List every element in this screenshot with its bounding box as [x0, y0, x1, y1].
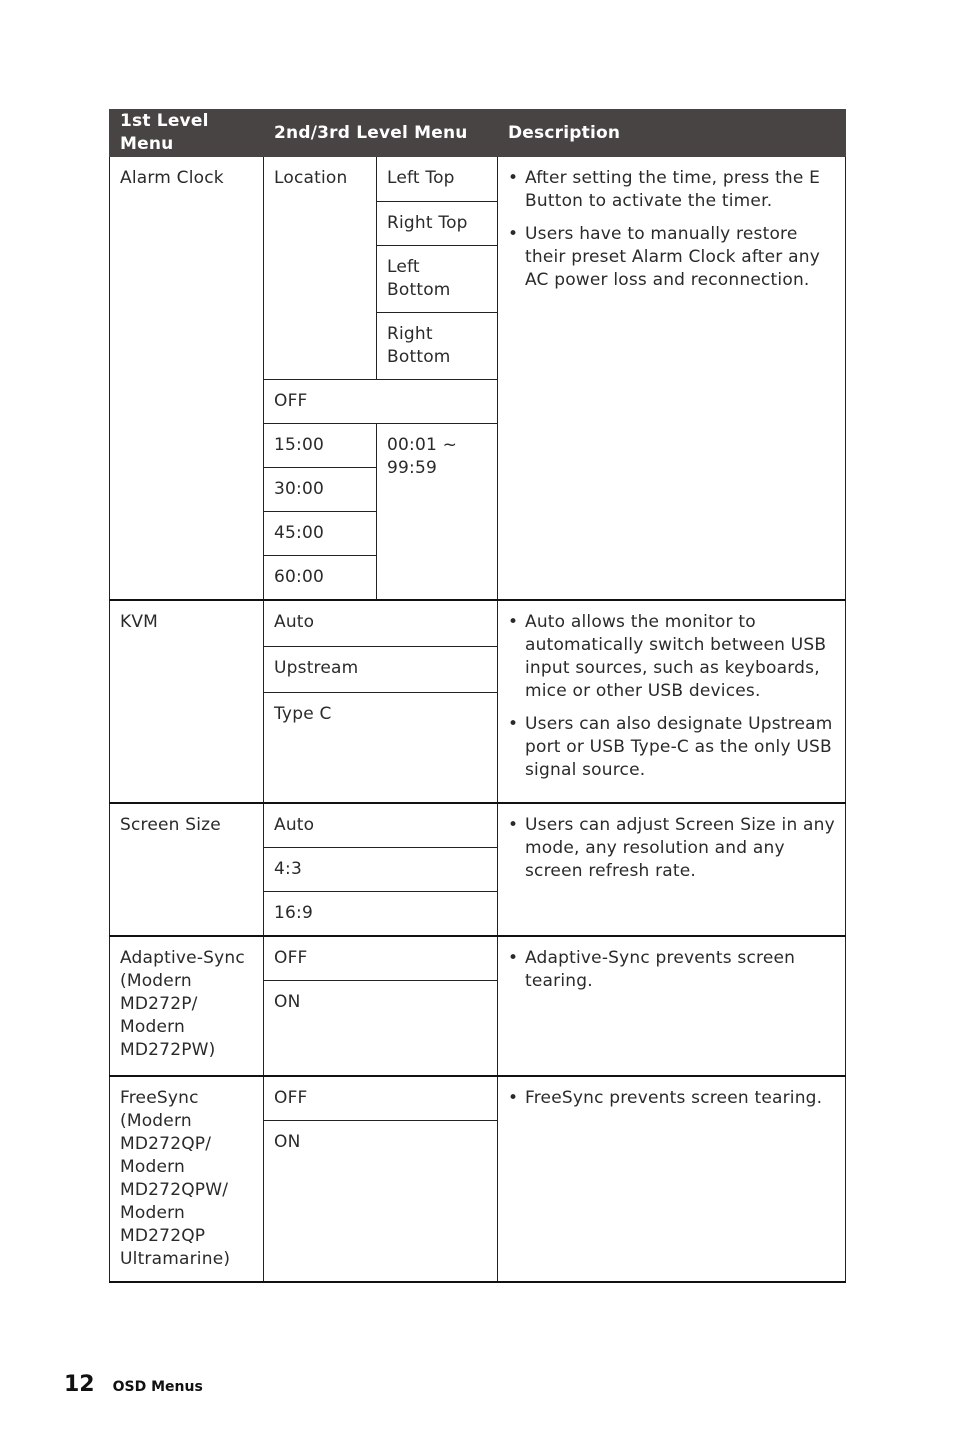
list-item: • Users can adjust Screen Size in any mode, any resolution and any screen refresh rate.: [508, 814, 835, 883]
kvm-option-auto: Auto: [264, 600, 498, 647]
adaptive-sync-option-off: OFF: [264, 936, 498, 981]
freesync-option-on: ON: [264, 1120, 498, 1282]
kvm-option-type-c: Type C: [264, 693, 498, 803]
freesync-description: [498, 1076, 846, 1283]
screen-size-option-4-3: 4:3: [264, 848, 498, 892]
position-right-top: Right Top: [377, 202, 498, 246]
table-row: [110, 803, 846, 848]
header-2nd-3rd-level: 2nd/3rd Level Menu: [264, 110, 498, 157]
position-left-top: Left Top: [377, 157, 498, 202]
alarm-off-option: OFF: [264, 380, 498, 424]
page-number: 12: [64, 1372, 95, 1397]
kvm-option-upstream: Upstream: [264, 647, 498, 693]
adaptive-sync-label: Adaptive-Sync (Modern MD272P/ Modern MD272PW): [110, 936, 264, 1076]
page-footer: [64, 1372, 203, 1397]
table-row: [110, 600, 846, 647]
screen-size-description: [498, 803, 846, 936]
section-title: OSD Menus: [112, 1379, 203, 1395]
kvm-description: [498, 600, 846, 803]
adaptive-sync-description: [498, 936, 846, 1076]
table-row: [110, 936, 846, 981]
osd-menu-table: [109, 109, 846, 1283]
table-row: [110, 157, 846, 202]
location-label: Location: [264, 157, 377, 380]
header-1st-level: 1st Level Menu: [110, 110, 264, 157]
table-row: [110, 1076, 846, 1121]
list-item: • Auto allows the monitor to automatically switch between USB input sources, such as keyboards, mice or other USB devices.: [508, 611, 835, 703]
kvm-label: KVM: [110, 600, 264, 803]
screen-size-option-auto: Auto: [264, 803, 498, 848]
list-item: • FreeSync prevents screen tearing.: [508, 1087, 835, 1110]
time-range: 00:01 ~ 99:59: [377, 424, 498, 601]
position-right-bottom: Right Bottom: [377, 313, 498, 380]
list-item: • After setting the time, press the E Button to activate the timer.: [508, 167, 835, 213]
position-left-bottom: Left Bottom: [377, 246, 498, 313]
freesync-option-off: OFF: [264, 1076, 498, 1121]
header-description: Description: [498, 110, 846, 157]
screen-size-label: Screen Size: [110, 803, 264, 936]
alarm-clock-description: [498, 157, 846, 601]
adaptive-sync-option-on: ON: [264, 981, 498, 1076]
time-option-60: 60:00: [264, 556, 377, 601]
list-item: • Users have to manually restore their preset Alarm Clock after any AC power loss and reconnection.: [508, 223, 835, 292]
alarm-clock-label: Alarm Clock: [110, 157, 264, 601]
screen-size-option-16-9: 16:9: [264, 892, 498, 937]
list-item: • Adaptive-Sync prevents screen tearing.: [508, 947, 835, 993]
header-row: [110, 110, 846, 157]
time-option-45: 45:00: [264, 512, 377, 556]
freesync-label: FreeSync (Modern MD272QP/ Modern MD272QPW/ Modern MD272QP Ultramarine): [110, 1076, 264, 1283]
time-option-30: 30:00: [264, 468, 377, 512]
time-option-15: 15:00: [264, 424, 377, 468]
list-item: • Users can also designate Upstream port or USB Type-C as the only USB signal source.: [508, 713, 835, 782]
